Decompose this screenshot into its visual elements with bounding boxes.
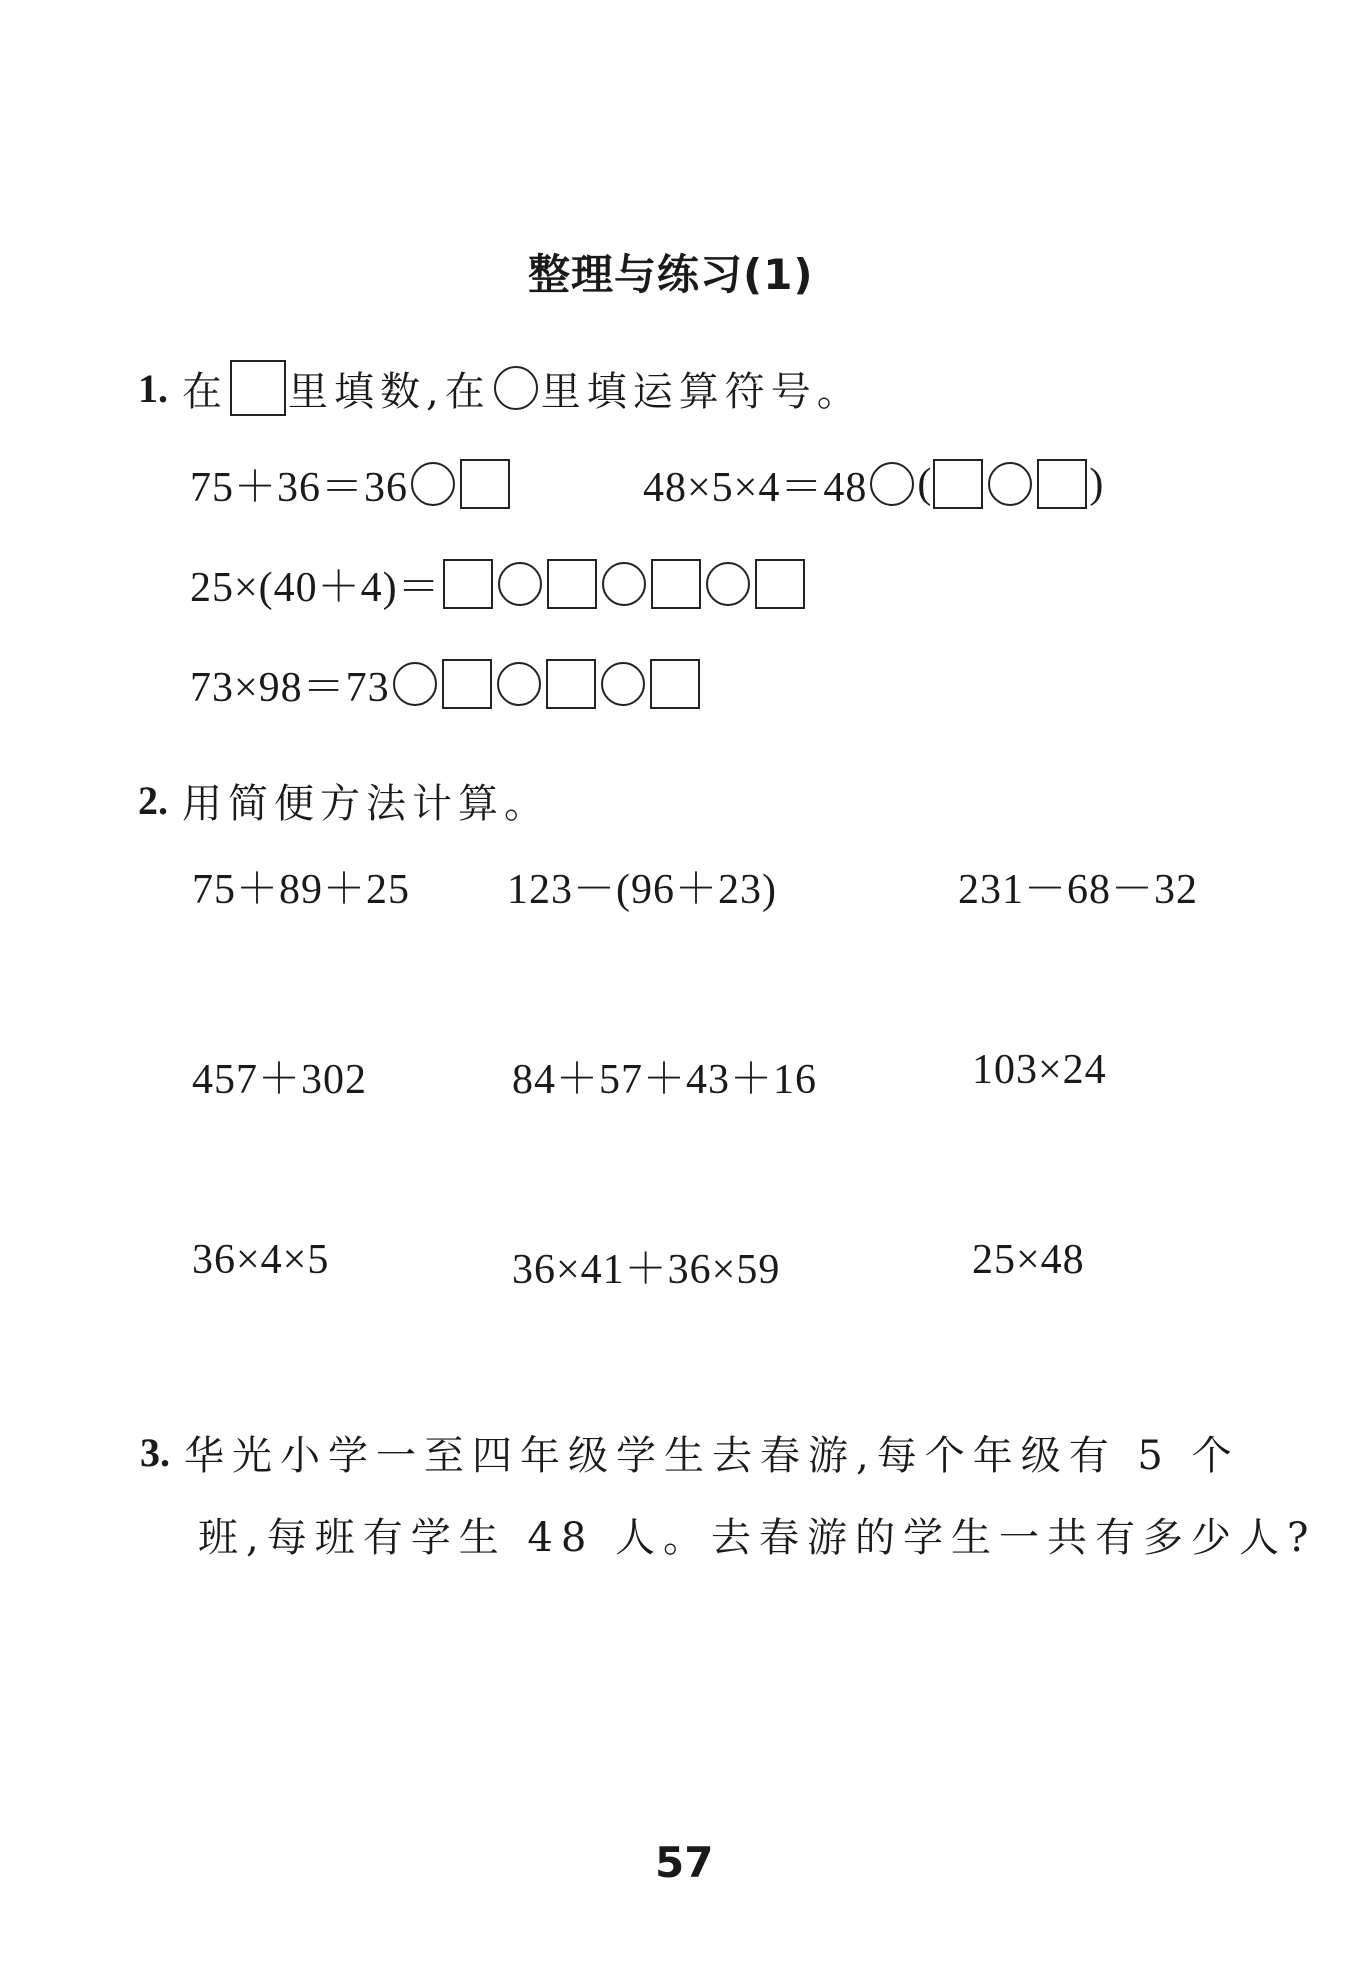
answer-box-sample xyxy=(230,360,286,416)
q1-line3 xyxy=(190,656,702,712)
question-3-line1 xyxy=(140,1422,1240,1482)
q1-line1-right xyxy=(643,456,1103,512)
operator-circle[interactable] xyxy=(498,562,542,606)
calc-expression: 25×48 xyxy=(972,1237,1085,1283)
question-1-prompt xyxy=(138,358,863,418)
question-2-prompt xyxy=(138,770,550,830)
page-title: 整理与练习(1) xyxy=(528,250,814,299)
question-1-text-a: 在 xyxy=(182,368,228,415)
operator-circle[interactable] xyxy=(602,562,646,606)
calc-expression: 231－68－32 xyxy=(958,867,1199,913)
calc-expression: 103×24 xyxy=(972,1047,1107,1093)
calc-expression: 36×41＋36×59 xyxy=(512,1247,781,1293)
close-paren: ) xyxy=(1089,461,1104,507)
answer-box[interactable] xyxy=(755,559,805,609)
q1-expression-4: 73×98＝73 xyxy=(190,665,390,711)
question-3-number: 3. xyxy=(140,1429,170,1475)
answer-box[interactable] xyxy=(460,459,510,509)
operator-circle[interactable] xyxy=(988,462,1032,506)
answer-box[interactable] xyxy=(443,559,493,609)
q1-line2 xyxy=(190,556,807,612)
question-3-text-line2: 班,每班有学生 48 人。去春游的学生一共有多少人? xyxy=(198,1515,1317,1561)
calc-expression: 75＋89＋25 xyxy=(192,867,411,913)
question-1-text-c: 里填运算符号。 xyxy=(540,368,863,415)
question-3-text-line1: 华光小学一至四年级学生去春游,每个年级有 5 个 xyxy=(184,1432,1240,1479)
answer-box[interactable] xyxy=(547,559,597,609)
calc-expression: 84＋57＋43＋16 xyxy=(512,1057,818,1103)
operator-circle-sample xyxy=(494,366,538,410)
q1-expression-2: 48×5×4＝48 xyxy=(643,465,868,511)
answer-box[interactable] xyxy=(1037,459,1087,509)
operator-circle[interactable] xyxy=(393,662,437,706)
operator-circle[interactable] xyxy=(601,662,645,706)
open-paren: ( xyxy=(917,461,932,507)
q1-line1-left xyxy=(190,456,512,512)
q1-expression-3: 25×(40＋4)＝ xyxy=(190,565,441,611)
operator-circle[interactable] xyxy=(497,662,541,706)
answer-box[interactable] xyxy=(933,459,983,509)
question-1-number: 1. xyxy=(138,365,168,411)
answer-box[interactable] xyxy=(442,659,492,709)
operator-circle[interactable] xyxy=(706,562,750,606)
question-2-text: 用简便方法计算。 xyxy=(182,780,550,827)
answer-box[interactable] xyxy=(650,659,700,709)
calc-expression: 457＋302 xyxy=(192,1057,368,1103)
question-1-text-b: 里填数,在 xyxy=(288,368,491,415)
answer-box[interactable] xyxy=(546,659,596,709)
answer-box[interactable] xyxy=(651,559,701,609)
calc-expression: 36×4×5 xyxy=(192,1237,330,1283)
operator-circle[interactable] xyxy=(870,462,914,506)
calc-expression: 123－(96＋23) xyxy=(507,867,777,913)
q1-expression-1: 75＋36＝36 xyxy=(190,465,409,511)
operator-circle[interactable] xyxy=(411,462,455,506)
page-number: 57 xyxy=(655,1838,714,1887)
question-2-number: 2. xyxy=(138,777,168,823)
